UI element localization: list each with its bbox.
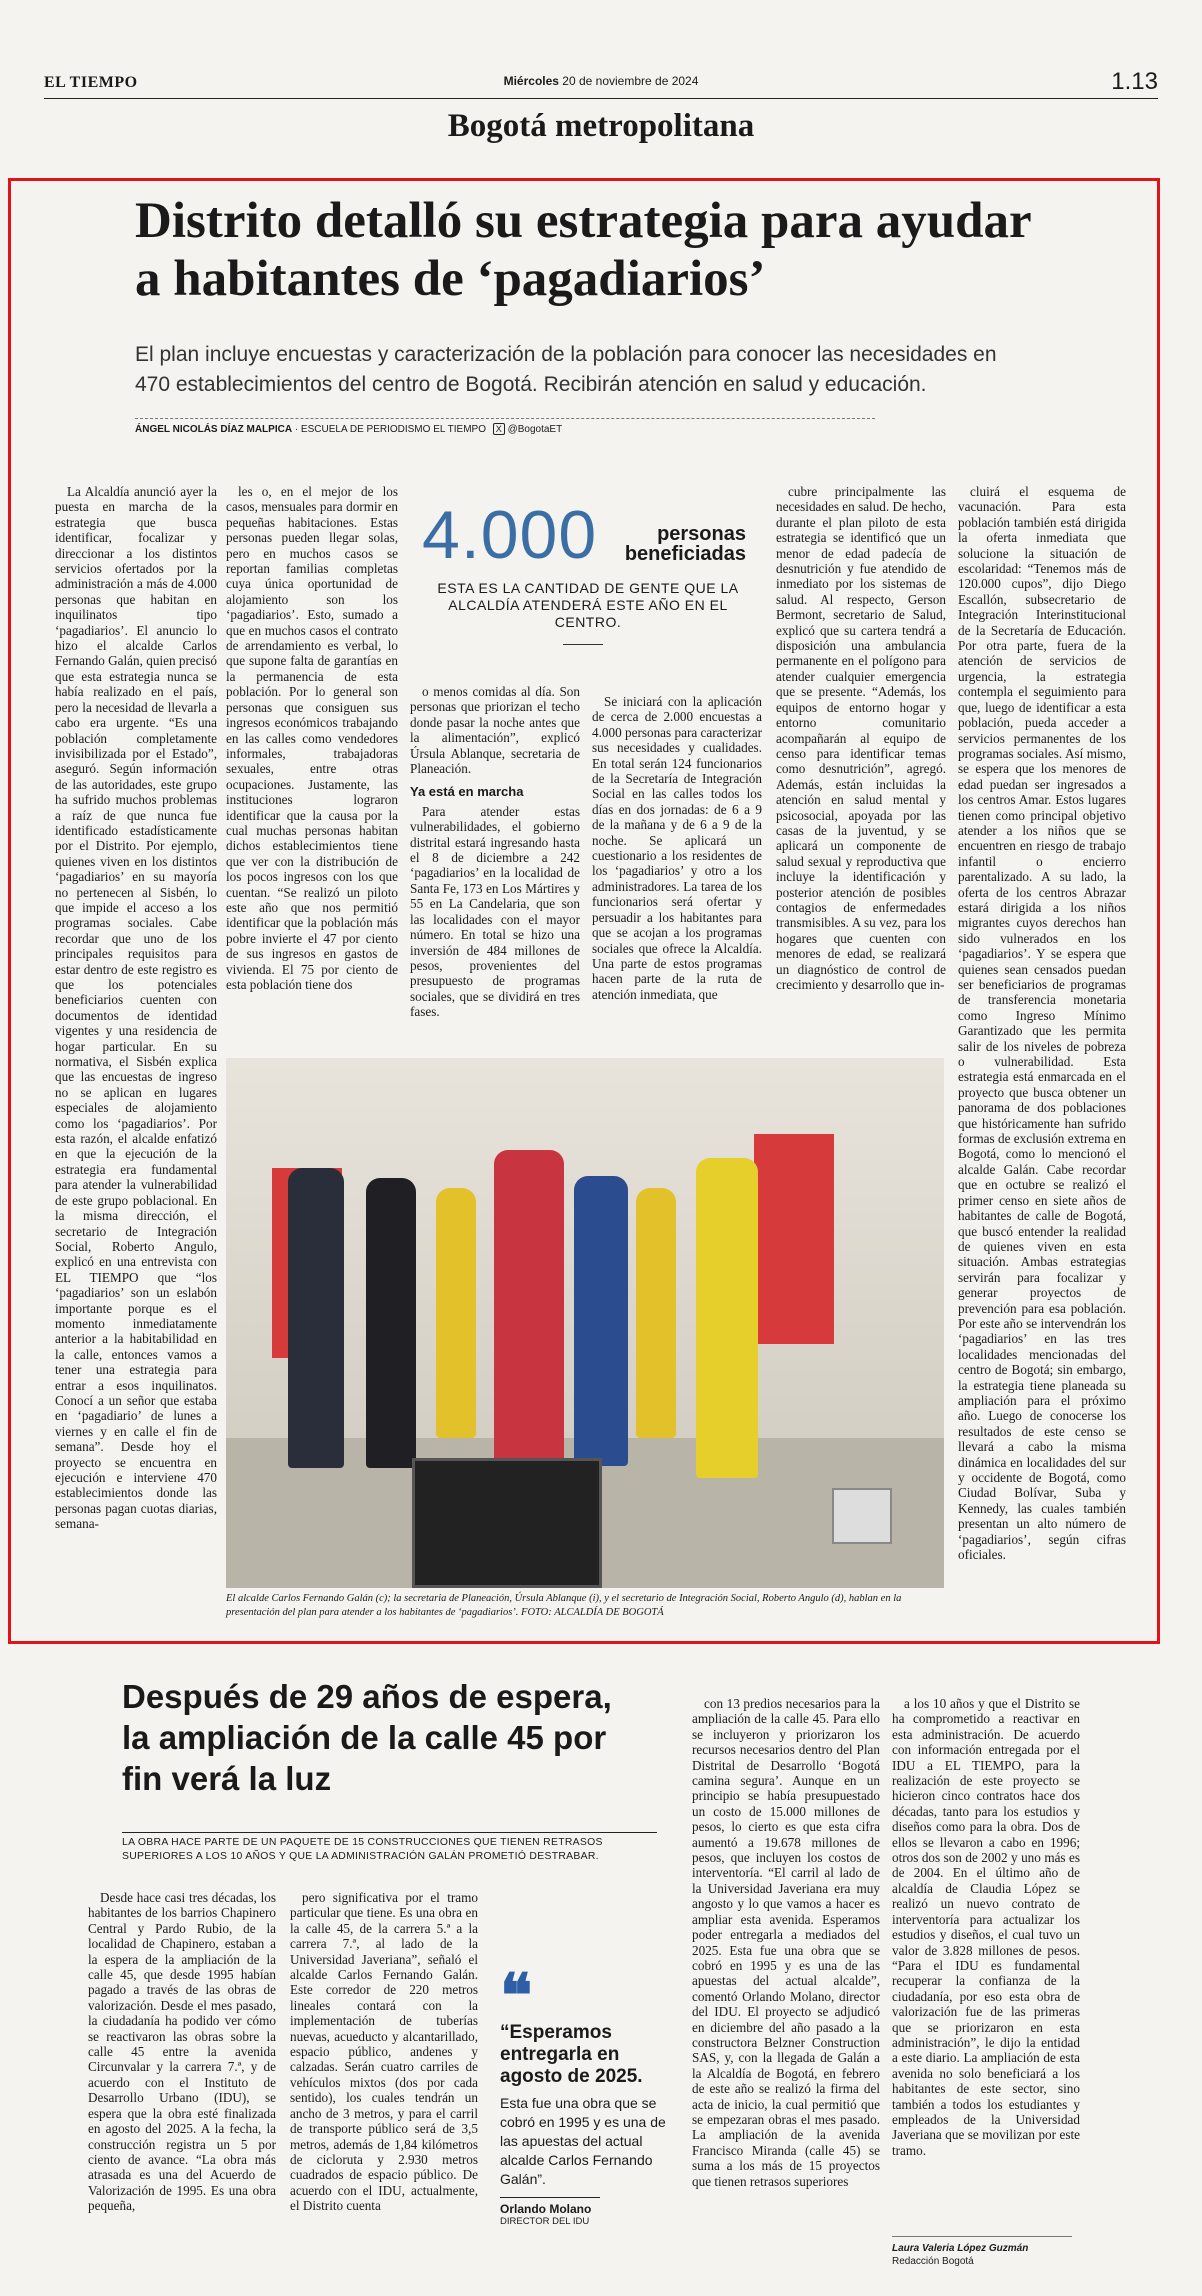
article1-column-1-text: La Alcaldía anunció ayer la puesta en marcha de la estrategia que busca identificar, focalizar y direccionar a los distintos servicios ofertados por la administración a más de 4.000 personas que habitan en inquilinatos tipo ‘pagadiarios’. El anuncio lo hizo el alcalde Carlos Fernando Galán, quien precisó que esta estrategia nunca se había realizado en el país, pero la necesidad de llevarla a cabo era urgente. “Es una población completamente invisibilizada por el Estado”, aseguró. Según información de las autoridades, este grupo ha sufrido muchos problemas a raíz de que nunca fue identificado estadísticamente por el Distrito. Por ejemplo, quienes viven en los distintos ‘pagadiarios’ en su mayoría no pertenecen al Sisbén, lo que impide el acceso a los programas sociales. Cabe recordar que uno de los principales requisitos para estar dentro de este registro es que los potenciales beneficiarios cuenten con documentos de identidad vigentes y una residencia de hogar particular. En su normativa, el Sisbén explica que las encuestas de ingreso no se aplican en lugares especiales de alojamiento como los ‘pagadiarios’. Por esta razón, el alcalde enfatizó en que la ejecución de la estrategia era fundamental para atender la vulnerabilidad de este grupo poblacional. En la misma dirección, el secretario de Integración Social, Roberto Angulo, explicó en una entrevista con EL TIEMPO que “los ‘pagadiarios’ son un eslabón importante porque es el momento inmediatamente anterior a la habitabilidad en la calle, entonces vamos a tener una estrategia para entrar a esos inquilinatos. Conocí a un señor que estaba en ‘pagadiario’ de lunes a viernes y en calle el fin de semana”. Desde hoy el proyecto se encuentra en ejecución e interviene 470 establecimientos donde las personas pagan cuotas diarias, semana- <box>55 484 217 1532</box>
stat-callout <box>418 496 758 656</box>
masthead <box>44 66 1158 96</box>
dek-rule <box>122 1832 657 1833</box>
pull-quote-body: Esta fue una obra que se cobró en 1995 y es una de las apuestas del actual alcalde Carlos Fernando Galán”. <box>500 2095 666 2187</box>
byline-author: ÁNGEL NICOLÁS DÍAZ MALPICA <box>135 424 293 435</box>
photo-person-right <box>696 1158 758 1478</box>
article2-dek: LA OBRA HACE PARTE DE UN PAQUETE DE 15 CONSTRUCCIONES QUE TIENEN RETRASOS SUPERIORES A LOS 10 AÑOS Y QUE LA ADMINISTRACIÓN GALÁN PROMETIÓ DESTRABAR. <box>122 1837 603 1862</box>
pull-quote-rule <box>500 2197 600 2198</box>
article1-photo <box>226 1058 944 1588</box>
photo-person-center <box>494 1150 564 1480</box>
article1-column-4-text: Se iniciará con la aplicación de cerca de 2.000 encuestas a 4.000 personas para caracterizar sus necesidades y cualidades. En total serán 124 funcionarios de la Secretaría de Integración Social en las calles todos los días en dos jornadas: de 6 a 9 de la mañana y de 6 a 9 de la noche. Se aplicará un cuestionario a los residentes de los ‘pagadiarios’ y otro a los administradores. La tarea de los funcionarios será ofertar y persuadir a los habitantes para que se acojan a los programas sociales que ofrece la Alcaldía. Una parte de estos programas hacen parte de la ruta de atención inmediata, que <box>592 694 762 1002</box>
page-number: 1.13 <box>1111 68 1158 95</box>
photo-person-left <box>288 1168 344 1468</box>
article1-column-5 <box>776 484 946 1052</box>
byline-affiliation: · ESCUELA DE PERIODISMO EL TIEMPO <box>294 424 486 435</box>
newspaper-brand: EL TIEMPO <box>44 74 138 91</box>
pull-quote-name: Orlando Molano <box>500 2202 592 2216</box>
article2-column-1 <box>88 1890 276 2280</box>
photo-banner-right <box>754 1134 834 1344</box>
masthead-rule <box>44 98 1158 99</box>
article2-signature <box>892 2242 1092 2268</box>
byline-rule <box>135 418 875 419</box>
article2-headline: Después de 29 años de espera, la ampliación de la calle 45 por fin verá la luz <box>122 1678 612 1797</box>
article2-column-4-text: con 13 predios necesarios para la ampliación de la calle 45. Para ello se incluyeron y priorizaron los recursos necesarios dentro del Plan Distrital de Desarrollo ‘Bogotá camina segura’. Aunque en un principio se había presupuestado un costo de 15.000 millones de pesos, lo cierto es que esta cifra aumentó a 19.678 millones de pesos, que incluyen los costos de interventoría. “El carril al lado de la Universidad Javeriana era muy angosto y lo que vamos a hacer es ampliar esta avenida. Esperamos poder entregarla a mediados del 2025. Esta fue una obra que se cobró en 1995 y es una de las apuestas del actual alcalde”, comentó Orlando Molano, director del IDU. El proyecto se adjudicó en diciembre del año pasado a la constructora Belzner Construction SAS, y, con la llegada de Galán a la Alcaldía de Bogotá, en febrero de este año se realizó la firma del acta de inicio, la cual permitió que se empezaran obras el mes pasado. La ampliación de la avenida Francisco Miranda (calle 45) se suma a los más de 15 proyectos que tienen retrasos superiores <box>692 1696 880 2189</box>
stat-divider <box>563 644 603 645</box>
signature-role: Redacción Bogotá <box>892 2256 974 2267</box>
byline-handle: @BogotaET <box>507 424 563 435</box>
photo-equipment <box>832 1488 892 1544</box>
photo-person <box>636 1188 676 1438</box>
stat-caption: ESTA ES LA CANTIDAD DE GENTE QUE LA ALCALDÍA ATENDERÁ ESTE AÑO EN EL CENTRO. <box>437 580 739 630</box>
photo-person <box>436 1188 476 1438</box>
pull-quote <box>500 1963 670 2227</box>
article2-column-5-text: a los 10 años y que el Distrito se ha comprometido a reactivar en esta administración. De acuerdo con información entregada por el IDU a EL TIEMPO, para la realización de este proyecto se hicieron cinco contratos hace dos décadas, tanto para los estudios y diseños como para la obra. Dos de ellos se llevaron a cabo en 1996; otros dos son de 2002 y uno más es de 2004. En el último año de alcaldía de Claudia López se realizó un nuevo contrato de interventoría para actualizar los estudios y diseños, el cual tuvo un valor de 3.828 millones de pesos. “Para el IDU es fundamental recuperar la confianza de la ciudadanía, por eso esta obra de valorización fue de las primeras que se priorizaron en esta administración”, le dijo la entidad a este diario. La ampliación de esta avenida no solo beneficiará a los habitantes de este sector, sino también a todos los estudiantes y empleados de la Universidad Javeriana que se movilizan por este tramo. <box>892 1696 1080 2158</box>
photo-person <box>574 1176 628 1466</box>
article2-column-1-text: Desde hace casi tres décadas, los habitantes de los barrios Chapinero Central y Pardo Rubio, de la localidad de Chapinero, estaban a la espera de la ampliación de la calle 45, que desde 1995 habían pagado a través de las obras de valorización. Desde el mes pasado, la ciudadanía ha podido ver cómo se reactivaron las obras sobre la calle 45 entre la avenida Circunvalar y la carrera 7.ª, y de acuerdo con el Instituto de Desarrollo Urbano (IDU), se espera que la obra esté finalizada en agosto del 2025. A la fecha, la construcción registra un 5 por ciento de avance. “La obra más atrasada es una del Acuerdo de Valorización de 1995. Es una obra pequeña, <box>88 1890 276 2214</box>
article1-column-3 <box>410 684 580 1052</box>
issue-date-day: Miércoles <box>503 74 559 88</box>
signature-name: Laura Valeria López Guzmán <box>892 2243 1029 2254</box>
photo-monitor <box>412 1458 602 1588</box>
stat-number: 4.000 <box>422 497 598 573</box>
pull-quote-role: DIRECTOR DEL IDU <box>500 2216 590 2227</box>
article1-byline <box>135 423 562 435</box>
article1-column-4 <box>592 694 762 1052</box>
article1-column-5-text: cubre principalmente las necesidades en salud. De hecho, durante el plan piloto de esta estrategia se identificó que un menor de edad padecía de desnutrición y fue atendido de inmediato por los sistemas de salud. Al respecto, Gerson Bermont, secretario de Salud, explicó que su cartera tendrá a disposición una ambulancia permanente en el polígono para atender cualquier emergencia que se presente. “Además, los equipos de entorno hogar y entorno comunitario acompañarán al equipo de censo para identificar temas como desnutrición”, agregó. Además, están incluidas la atención en salud mental y psicosocial, apoyada por las casas de la juventud, y se aplicará un componente de salud sexual y reproductiva que incluye la identificación y posterior atención de posibles contagios de enfermedades transmisibles. A su vez, para los hogares que cuenten con menores de edad, se realizará un diagnóstico de control de crecimiento y desarrollo que in- <box>776 484 946 992</box>
x-logo-icon: X <box>493 423 505 435</box>
article1-photo-caption: El alcalde Carlos Fernando Galán (c); la secretaria de Planeación, Úrsula Ablanque (i), y el secretario de Integración Social, Roberto Angulo (d), hablan en la presentación del plan para atender a los habitantes de ‘pagadiarios’. FOTO: ALCALDÍA DE BOGOTÁ <box>226 1593 902 1618</box>
article2-column-5 <box>892 1696 1080 2232</box>
article2-column-4 <box>692 1696 880 2286</box>
issue-date-rest: 20 de noviembre de 2024 <box>562 74 699 88</box>
pull-quote-text: “Esperamos entregarla en agosto de 2025. <box>500 2022 643 2087</box>
article1-column-6-text: cluirá el esquema de vacunación. Para esta población también está dirigida la oferta inmediata que solucione la situación de escolaridad: “Tenemos más de 120.000 cupos”, dijo Diego Escallón, subsecretario de Integración Interinstitucional de la Secretaría de Educación. Por otra parte, fuera de la atención de servicios de urgencia, la estrategia contempla el seguimiento para que, luego de identificar a esta población, pueda acceder a servicios permanentes de los programas sociales. Así mismo, se espera que los menores de edad puedan ser ingresados a los centros Amar. Estos lugares tienen como principal objetivo atender a los niños que se encuentren en riesgo de trabajo infantil o encierro parentalizado. A su lado, la oferta de los centros Abrazar estará dirigida a los niños migrantes cuyos derechos han sido vulnerados en los ‘pagadiarios’. Y se espera que quienes sean censados puedan ser beneficiarios de programas de transferencia monetaria como Ingreso Mínimo Garantizado que les permita salir de los niveles de pobreza o vulnerabilidad. Esta estrategia está enmarcada en el proyecto que busca obtener un panorama de dos poblaciones que históricamente han sufrido formas de exclusión extrema en Bogotá, como lo mencionó el alcalde Galán. Cabe recordar que en octubre se realizó el primer censo en siete años de habitantes de calle de Bogotá, que buscó entender la realidad de quienes viven en esta situación. Ambas estrategias servirán para focalizar y generar proyectos de prevención para esa población. Por este año se intervendrán los ‘pagadiarios’ en las tres localidades mencionadas del centro de Bogotá; sin embargo, la estrategia tiene planeada su ampliación para el próximo año. Luego de conocerse los resultados de este censo se llevará a cabo la misma dinámica en localidades del sur y occidente de Bogotá, como Ciudad Bolívar, Suba y Kennedy, las cuales también presentan un alto número de ‘pagadiarios’, según cifras oficiales. <box>958 484 1126 1563</box>
quote-mark-icon: ❝ <box>500 1963 533 2029</box>
article1-column-3b-text: Para atender estas vulnerabilidades, el gobierno distrital estará ingresando hasta el 8 de diciembre a 242 ‘pagadiarios’ en la localidad de Santa Fe, 173 en Los Mártires y 55 en La Candelaria, que son las localidades con el mayor número. En total se hizo una inversión de 484 millones de pesos, provenientes del presupuesto de programas sociales, que se dividirá en tres fases. <box>410 803 580 1020</box>
photo-person <box>366 1178 416 1468</box>
article1-subhead: Ya está en marcha <box>410 784 524 800</box>
article1-lede: El plan incluye encuestas y caracterización de la población para conocer las necesidades en 470 establecimientos del centro de Bogotá. Recibirán atención en salud y educación. <box>135 343 997 396</box>
article1-column-1 <box>55 484 217 1634</box>
article1-column-3-text: o menos comidas al día. Son personas que priorizan el techo donde pasar la noche antes que la alimentación”, explicó Úrsula Ablanque, secretaria de Planeación. <box>410 684 580 777</box>
article1-headline: Distrito detalló su estrategia para ayudar a habitantes de ‘pagadiarios’ <box>135 193 1031 307</box>
stat-unit: personas beneficiadas <box>624 523 746 565</box>
section-title: Bogotá metropolitana <box>447 108 755 144</box>
article2-column-2 <box>290 1890 478 2280</box>
signature-rule <box>892 2236 1072 2237</box>
article1-column-2-text: les o, en el mejor de los casos, mensuales para dormir en pequeñas habitaciones. Estas personas pueden llegar solas, pero en muchos casos se reportan familias completas cuya única oportunidad de alojamiento son los ‘pagadiarios’. Esto, sumado a que en muchos casos el contrato de arrendamiento es verbal, lo que supone falta de garantías en la permanencia de esta población. Por lo general son personas que consiguen sus ingresos económicos trabajando en las calles como vendedores informales, trabajadoras sexuales, entre otras ocupaciones. Justamente, las instituciones lograron identificar que la causa por la cual muchas personas habitan dichos establecimientos tiene que ver con la distribución de los pocos ingresos con los que cuentan. “Se realizó un piloto este año que nos permitió identificar que la población más pobre invierte el 47 por ciento de sus ingresos en gastos de vivienda. El 75 por ciento de esta población tiene dos <box>226 484 398 992</box>
article2-column-2-text: pero significativa por el tramo particular que tiene. Es una obra en la calle 45, de la carrera 5.ª a la carrera 7.ª, al lado de la Universidad Javeriana”, señaló el alcalde Carlos Fernando Galán. Este corredor de 220 metros lineales contará con la implementación de tuberías nuevas, acueducto y alcantarillado, espacio público, andenes y calzadas. Serán cuatro carriles de vehículos mixtos (dos por cada sentido), los cuales tendrán un ancho de 3 metros, y para el carril de transporte público será de 3,5 metros, además de 1,84 kilómetros de cicloruta y 2.930 metros cuadrados de espacio público. De acuerdo con el IDU, actualmente, el Distrito cuenta <box>290 1890 478 2214</box>
article1-column-2 <box>226 484 398 1052</box>
article1-column-6 <box>958 484 1126 1634</box>
issue-date <box>44 74 1158 88</box>
